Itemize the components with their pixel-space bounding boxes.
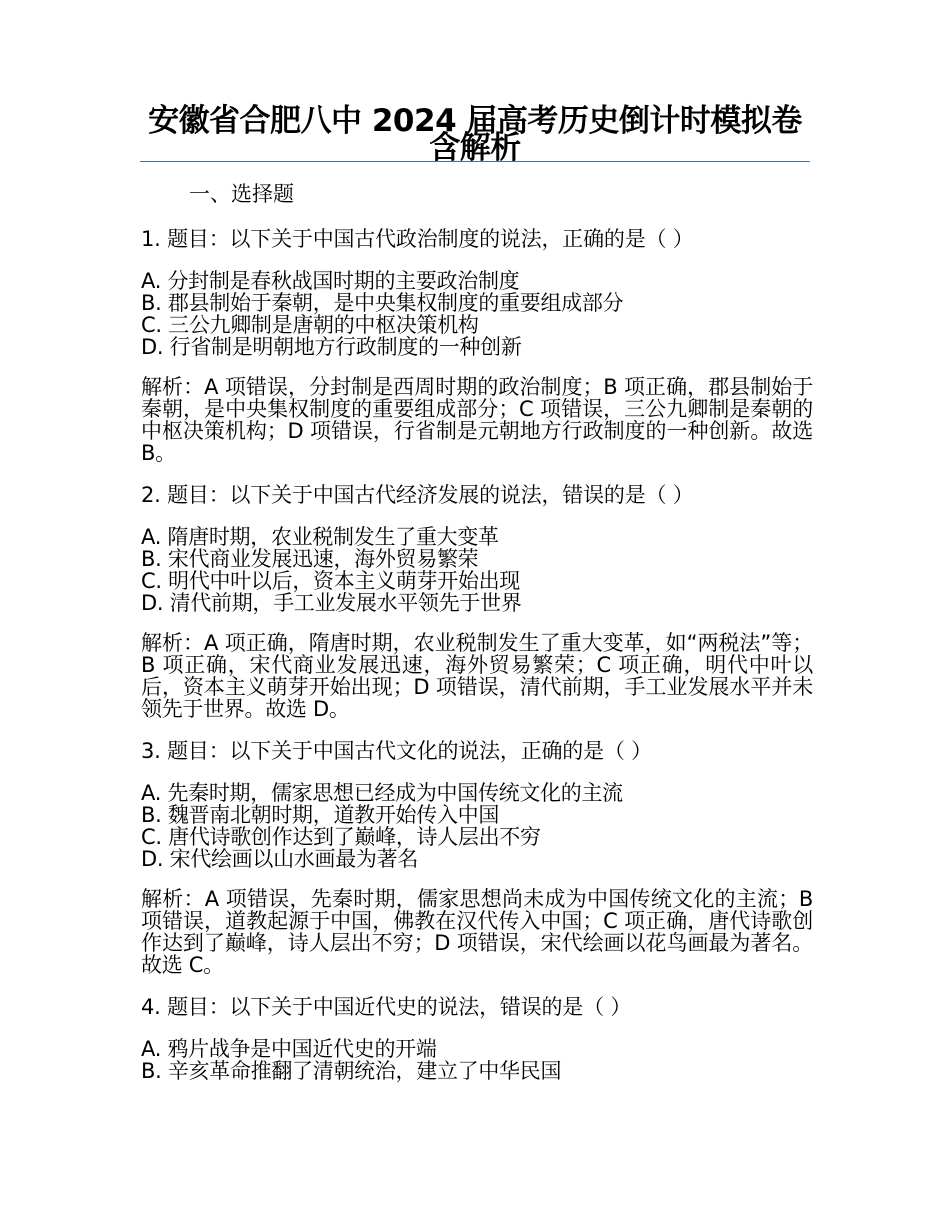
- question-2: [141, 480, 813, 720]
- option-b: B. 郡县制始于秦朝，是中央集权制度的重要组成部分: [141, 291, 624, 315]
- question-analysis: 解析：A 项错误，先秦时期，儒家思想尚未成为中国传统文化的主流；B 项错误，道教起源于中国，佛教在汉代传入中国；C 项正确，唐代诗歌创作达到了巅峰，诗人层出不穷；D 项错误，宋代绘画以花鸟画最为著名。故选 C。: [141, 887, 813, 977]
- option-a: A. 鸦片战争是中国近代史的开端: [141, 1037, 437, 1061]
- question-title: 4. 题目：以下关于中国近代史的说法，错误的是（ ）: [141, 995, 632, 1019]
- option-c: C. 三公九卿制是唐朝的中枢决策机构: [141, 313, 479, 337]
- option-c: C. 明代中叶以后，资本主义萌芽开始出现: [141, 569, 521, 593]
- question-analysis: 解析：A 项错误，分封制是西周时期的政治制度；B 项正确，郡县制始于秦朝，是中央集权制度的重要组成部分；C 项错误，三公九卿制是秦朝的中枢决策机构；D 项错误，行省制是元朝地方行政制度的一种创新。故选 B。: [141, 375, 813, 465]
- option-b: B. 宋代商业发展迅速，海外贸易繁荣: [141, 547, 479, 571]
- section-heading: 一、选择题: [189, 182, 294, 206]
- question-title: 1. 题目：以下关于中国古代政治制度的说法，正确的是（ ）: [141, 227, 694, 251]
- title-underline: [140, 161, 810, 162]
- questions-list: [141, 224, 813, 1100]
- option-b: B. 魏晋南北朝时期，道教开始传入中国: [141, 803, 500, 827]
- question-analysis: 解析：A 项正确，隋唐时期，农业税制发生了重大变革，如“两税法”等；B 项正确，宋代商业发展迅速，海外贸易繁荣；C 项正确，明代中叶以后，资本主义萌芽开始出现；D 项错误，清代前期，手工业发展水平并未领先于世界。故选 D。: [141, 631, 813, 721]
- document-title: 安徽省合肥八中 2024 届高考历史倒计时模拟卷含解析: [148, 103, 802, 166]
- option-a: A. 隋唐时期，农业税制发生了重大变革: [141, 525, 499, 549]
- option-d: D. 宋代绘画以山水画最为著名: [141, 847, 419, 871]
- question-title: 3. 题目：以下关于中国古代文化的说法，正确的是（ ）: [141, 739, 652, 763]
- option-c: C. 唐代诗歌创作达到了巅峰，诗人层出不穷: [141, 825, 541, 849]
- option-b: B. 辛亥革命推翻了清朝统治，建立了中华民国: [141, 1059, 562, 1083]
- option-a: A. 分封制是春秋战国时期的主要政治制度: [141, 269, 520, 293]
- question-3: [141, 736, 813, 976]
- option-d: D. 清代前期，手工业发展水平领先于世界: [141, 591, 522, 615]
- option-list: [141, 782, 813, 870]
- option-list: [141, 526, 813, 614]
- option-list: [141, 1038, 813, 1082]
- option-a: A. 先秦时期，儒家思想已经成为中国传统文化的主流: [141, 781, 623, 805]
- question-title: 2. 题目：以下关于中国古代经济发展的说法，错误的是（ ）: [141, 483, 694, 507]
- question-1: [141, 224, 813, 464]
- option-list: [141, 270, 813, 358]
- question-4: [141, 992, 813, 1082]
- option-d: D. 行省制是明朝地方行政制度的一种创新: [141, 335, 522, 359]
